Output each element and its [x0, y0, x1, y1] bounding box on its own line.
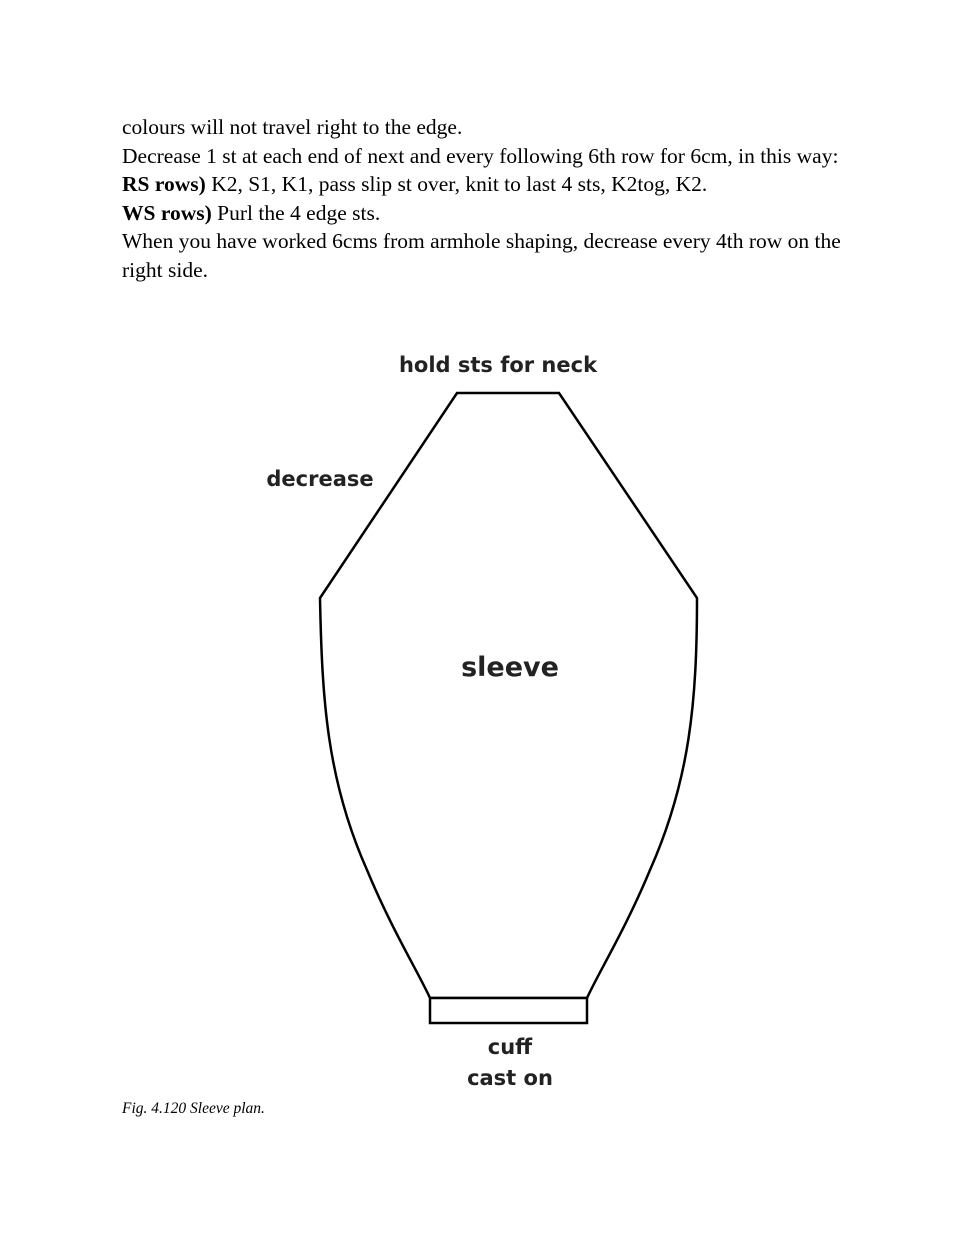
label-hold-sts: hold sts for neck [398, 353, 598, 377]
cuff-rectangle [430, 998, 587, 1023]
label-cuff: cuff [487, 1035, 533, 1059]
rs-rows-text: K2, S1, K1, pass slip st over, knit to last 4 sts, K2tog, K2. [205, 172, 708, 197]
label-decrease: decrease [266, 467, 374, 491]
sleeve-outline [320, 393, 697, 998]
label-sleeve: sleeve [461, 652, 559, 683]
ws-rows-text: Purl the 4 edge sts. [211, 200, 381, 225]
ws-rows-label: WS rows) [122, 200, 212, 225]
rs-rows-label: RS rows) [122, 172, 206, 197]
line-armhole: When you have worked 6cms from armhole shaping, decrease every 4th row on the right side. [122, 229, 841, 282]
label-cast-on: cast on [467, 1066, 553, 1090]
line-decrease: Decrease 1 st at each end of next and every following 6th row for 6cm, in this way: [122, 143, 839, 168]
figure-caption: Fig. 4.120 Sleeve plan. [122, 1100, 265, 1117]
line-colours: colours will not travel right to the edge. [122, 115, 463, 139]
